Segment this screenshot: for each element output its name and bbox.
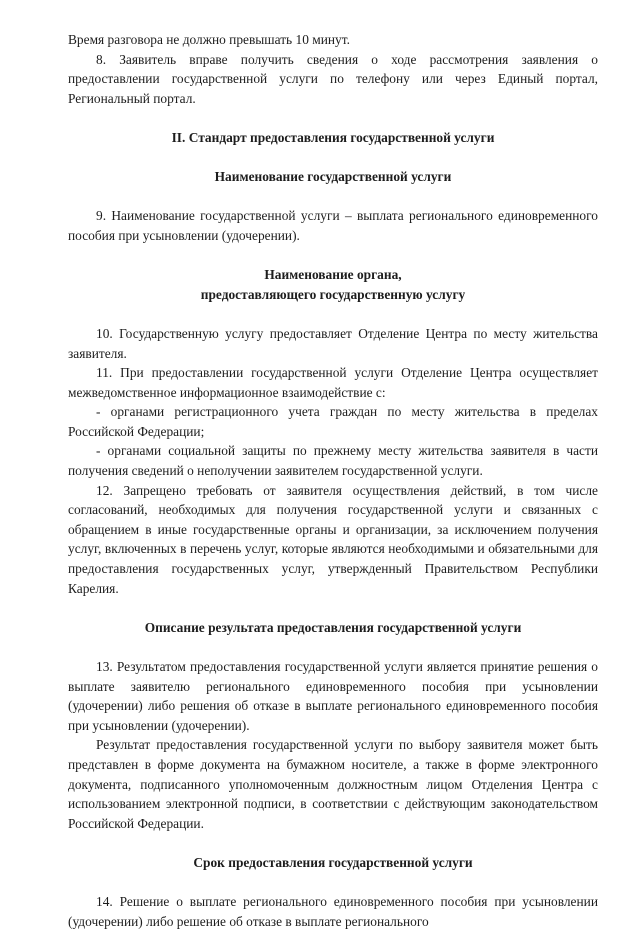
paragraph-13-result-form: Результат предоставления государственной услуги по выбору заявителя может быть представлен в форме документа на бумажном носителе, а также в форме электронного документа, подписанного уполномоченным должностным лицом Отделения Центра с использованием электронной подписи, в соответствии с действующим законодательством Российской Федерации.: [68, 737, 598, 831]
heading-service-term: Срок предоставления государственной услуги: [193, 854, 473, 870]
paragraph-8: 8. Заявитель вправе получить сведения о ходе рассмотрения заявления о предоставлении государственной услуги по телефону или через Единый портал, Региональный портал.: [68, 51, 598, 106]
paragraph-12: 12. Запрещено требовать от заявителя осуществления действий, в том числе согласований, необходимых для получения государственной услуги и связанных с обращением в иные государственные органы и организации, за исключением получения услуг, включенных в перечень услуг, которые являются необходимыми и обязательными для предоставления государственных услуг, утвержденный Правительством Республики Карелия.: [68, 482, 598, 596]
paragraph-14: 14. Решение о выплате регионального единовременного пособия при усыновлении (удочерении) либо решение об отказе в выплате регионального: [68, 894, 598, 929]
paragraph-11-item-b: - органами социальной защиты по прежнему месту жительства заявителя в части получения сведений о неполучении заявителем государственной услуги.: [68, 443, 598, 479]
heading-organ-line-2: предоставляющего государственную услугу: [200, 286, 466, 302]
heading-result-description: Описание результата предоставления государственной услуги: [144, 619, 522, 635]
section-title-standard: II. Стандарт предоставления государственной услуги: [171, 129, 495, 145]
heading-organ-line-1: Наименование органа,: [264, 267, 402, 283]
paragraph-time-limit: Время разговора не должно превышать 10 минут.: [68, 32, 350, 47]
paragraph-10: 10. Государственную услугу предоставляет Отделение Центра по месту жительства заявителя.: [68, 325, 598, 361]
paragraph-11: 11. При предоставлении государственной услуги Отделение Центра осуществляет межведомственное информационное взаимодействие с:: [68, 365, 598, 400]
paragraph-13: 13. Результатом предоставления государственной услуги является принятие решения о выплате заявителю регионального единовременного пособия при усыновлении (удочерении) либо решения об отказе в выплате регионального единовременного пособия при усыновлении (удочерении).: [68, 659, 598, 733]
paragraph-11-item-a: - органами регистрационного учета граждан по месту жительства в пределах Российской Федерации;: [68, 404, 598, 439]
paragraph-9: 9. Наименование государственной услуги – выплата регионального единовременного пособия при усыновлении (удочерении).: [68, 208, 598, 243]
heading-service-name: Наименование государственной услуги: [214, 169, 452, 185]
